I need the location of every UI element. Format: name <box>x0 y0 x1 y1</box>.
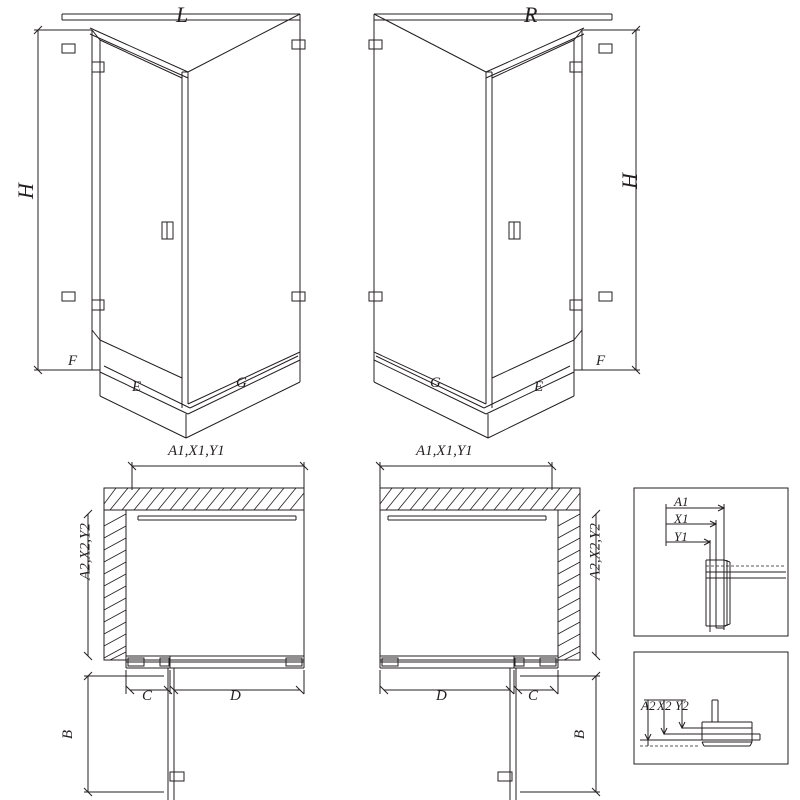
plan-left-side-dim: A2,X2,Y2 <box>77 523 94 580</box>
detail-bottom-label-y2: Y2 <box>675 698 689 713</box>
iso-left-enclosure <box>34 14 305 438</box>
detail-bottom-label-x2: X2 <box>657 698 672 713</box>
detail-top-right <box>634 488 788 636</box>
iso-right-label-g: G <box>430 375 441 391</box>
detail-top-label-y1: Y1 <box>674 529 688 544</box>
plan-right-dim-c: C <box>528 688 539 704</box>
plan-right <box>376 462 600 800</box>
iso-right-enclosure <box>369 14 640 438</box>
plan-left <box>84 462 308 800</box>
plan-right-door-dim: B <box>572 729 589 740</box>
iso-left-height-label: H <box>12 183 38 199</box>
iso-left-label-f: F <box>68 353 78 369</box>
iso-right-label-e: E <box>534 379 544 395</box>
plan-right-dim-d: D <box>436 688 447 704</box>
detail-bottom-label-a2: A2 <box>641 698 656 713</box>
plan-right-top-dim: A1,X1,Y1 <box>416 443 473 459</box>
plan-right-side-dim: A2,X2,Y2 <box>587 523 604 580</box>
iso-left-label-g: G <box>236 375 247 391</box>
plan-left-door-dim: B <box>60 729 77 740</box>
iso-left-label-e: E <box>132 379 142 395</box>
title-left: L <box>176 2 189 27</box>
iso-right-label-f: F <box>596 353 606 369</box>
detail-top-label-x1: X1 <box>674 511 689 526</box>
title-right: R <box>524 2 538 27</box>
plan-left-dim-c: C <box>142 688 153 704</box>
iso-right-height-label: H <box>616 173 642 189</box>
plan-left-top-dim: A1,X1,Y1 <box>168 443 225 459</box>
detail-top-label-a1: A1 <box>674 494 689 509</box>
plan-left-dim-d: D <box>230 688 241 704</box>
